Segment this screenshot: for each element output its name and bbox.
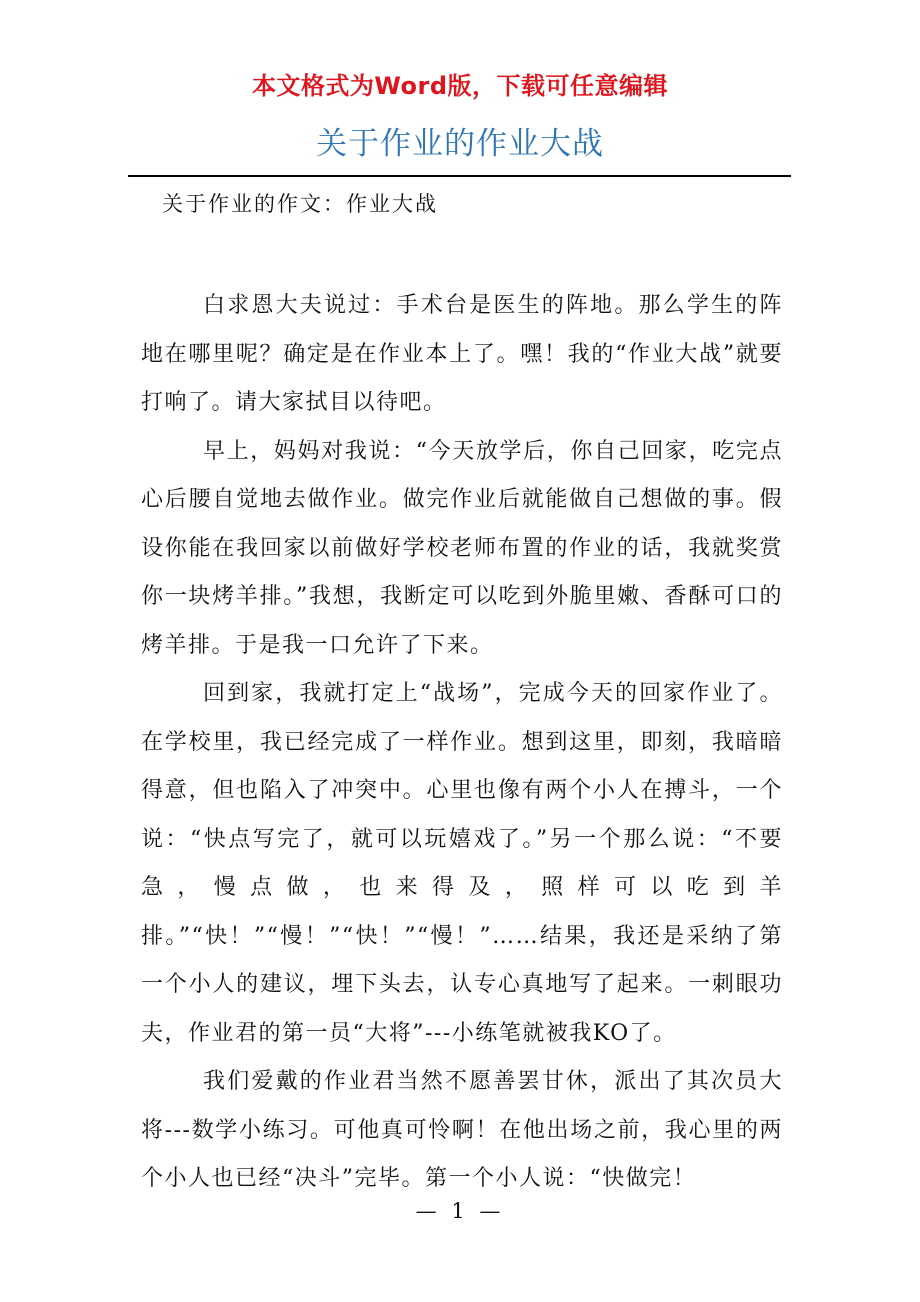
body-paragraph: 白求恩大夫说过：手术台是医生的阵地。那么学生的阵地在哪里呢？确定是在作业本上了。嘿！我的“作业大战”就要打响了。请大家拭目以待吧。 [141,293,783,415]
body-paragraph: 回到家，我就打定上“战场”，完成今天的回家作业了。在学校里，我已经完成了一样作业。想到这里，即刻，我暗暗得意，但也陷入了冲突中。心里也像有两个小人在搏斗，一个说：“快点写完了，就可以玩嬉戏了。”另一个那么说：“不要急，慢点做，也来得及，照样可以吃到羊排。”“快！”“慢！”“快！”“慢！”……结果，我还是采纳了第一个小人的建议，埋下头去，认专心真地写了起来。一刺眼功夫，作业君的第一员“大将”---小练笔就被我KO了。 [141,681,783,1046]
document-title: 关于作业的作业大战 [316,126,604,162]
page-number: — 1 — [415,1199,505,1223]
document-subtitle: 关于作业的作文：作业大战 [162,192,438,216]
body-paragraph: 早上，妈妈对我说：“今天放学后，你自己回家，吃完点心后腰自觉地去做作业。做完作业后就能做自己想做的事。假设你能在我回家以前做好学校老师布置的作业的话，我就奖赏你一块烤羊排。”我想，我断定可以吃到外脆里嫩、香酥可口的烤羊排。于是我一口允许了下来。 [141,438,783,658]
title-divider [128,175,791,177]
body-paragraph: 我们爱戴的作业君当然不愿善罢甘休，派出了其次员大将---数学小练习。可他真可怜啊！在他出场之前，我心里的两个小人也已经“决斗”完毕。第一个小人说：“快做完！ [141,1069,783,1191]
download-banner: 本文格式为Word版，下载可任意编辑 [251,72,669,100]
document-body [141,282,783,1204]
